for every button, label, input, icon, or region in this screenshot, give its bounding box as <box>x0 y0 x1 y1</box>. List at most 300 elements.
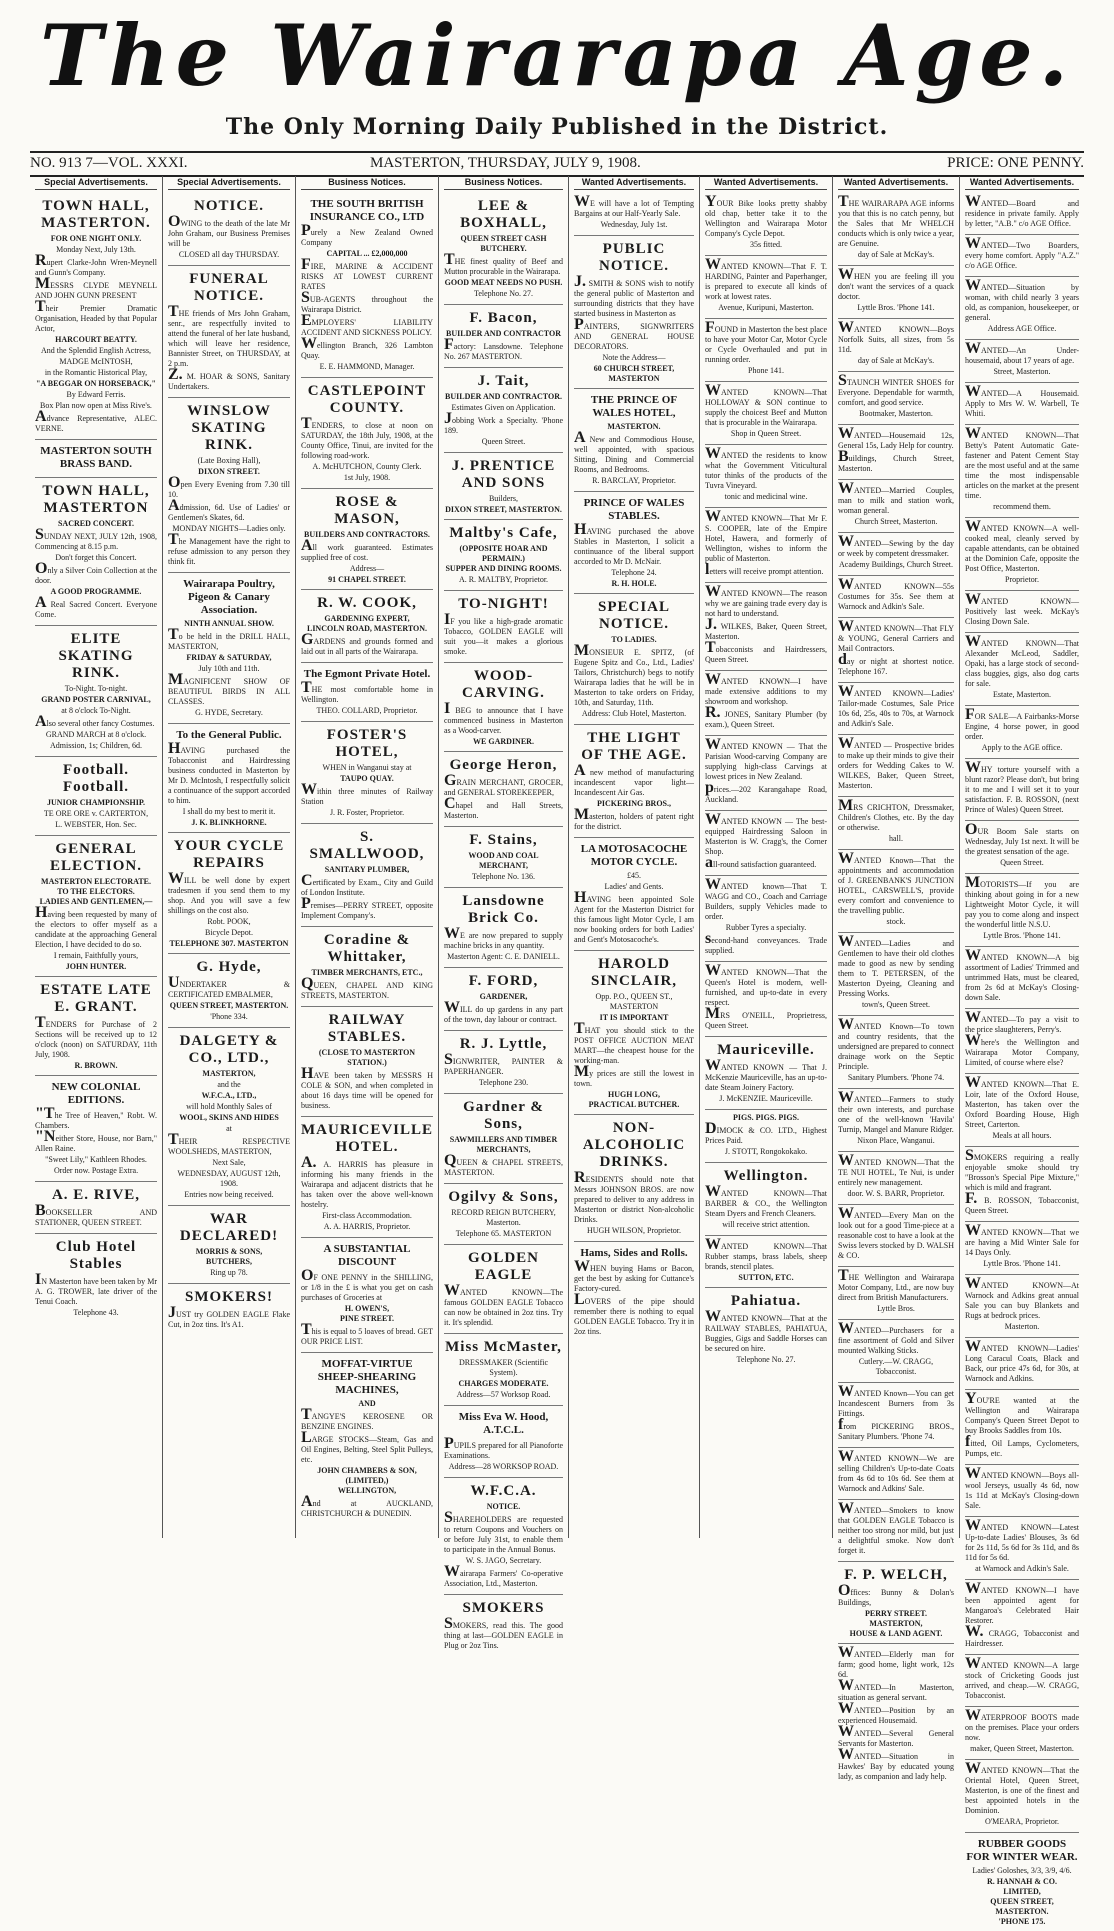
advertisement-line: W. S. JAGO, Secretary. <box>465 1556 542 1565</box>
advertisement-line: will receive strict attention. <box>722 1220 810 1229</box>
advertisement <box>444 193 563 305</box>
advertisement-line: Masterton. <box>1004 1322 1040 1331</box>
advertisement <box>705 811 827 876</box>
advertisement <box>965 1275 1079 1338</box>
advertisement-line: SUB-AGENTS throughout the Wairarapa District. <box>301 289 433 314</box>
advertisement-line: WANTED—A Housemaid. Apply to Mrs W. W. Warbell, Te Whiti. <box>965 383 1079 418</box>
advertisement <box>965 277 1079 340</box>
advertisement-line: Premises—PERRY STREET, opposite Implement Company's. <box>301 895 433 920</box>
advertisement-heading: LEE & BOXHALL, <box>460 198 547 231</box>
advertisement-line: WANTED KNOWN—At Warnock and Adkins great annual Sale you can buy Blankets and Rugs at bedrock prices. <box>965 1275 1079 1320</box>
advertisement-heading: THE LIGHT OF THE AGE. <box>581 730 687 763</box>
advertisement-line: A. A. HARRIS has pleasure in informing his many friends in the Wairarapa and adjacent districts that he has taken over the above well-known hostelry. <box>301 1154 433 1209</box>
advertisement <box>965 759 1079 821</box>
advertisement-line: WANTED KNOWN—The reason why we are gaining trade every day is not hard to understand. <box>705 583 827 618</box>
advertisement-line: HOUSE & LAND AGENT. <box>849 1629 943 1638</box>
advertisement-line: IT IS IMPORTANT <box>599 1013 669 1022</box>
advertisement-line: Bootmaker, Masterton. <box>859 409 933 418</box>
advertisement-line: PINE STREET. <box>339 1314 395 1323</box>
advertisement <box>965 193 1079 235</box>
advertisement-line: WANTED KNOWN—A big assortment of Ladies' Trimmed and untrimmed Hats, must be cleared, from 2s 6d at McKay's Closing-down Sale. <box>965 947 1079 1002</box>
advertisement <box>838 1320 954 1383</box>
advertisement-line: WANTED KNOWN—A well-cooked meal, cleanly served by capable attendants, can be obtained at the Dominion Cafe, opposite the Post Office, Masterton. <box>965 518 1079 573</box>
advertisement-line: WANTED KNOWN—That E. Loir, late of the Oxford House, Masterton, has taken over the Oxford Boarding House, High Street, Carterton. <box>965 1074 1079 1129</box>
advertisement-line: L. WEBSTER, Hon. Sec. <box>55 820 137 829</box>
advertisement-line: "The Tree of Heaven," Robt. W. Chambers. <box>35 1105 157 1130</box>
advertisement <box>168 398 290 573</box>
advertisement <box>168 954 290 1028</box>
advertisement-line: QUEEN STREET CASH BUTCHERY. <box>460 234 547 253</box>
advertisement-line: Offices: Bunny & Dolan's Buildings, <box>838 1582 954 1607</box>
advertisement <box>705 876 827 962</box>
advertisement-line: TIMBER MERCHANTS, ETC., <box>311 968 423 977</box>
advertisement-line: Wairarapa Farmers' Co-operative Association, Ltd., Masterton. <box>444 1563 563 1588</box>
advertisement-line: BUTCHERS, <box>205 1257 252 1266</box>
advertisement <box>705 319 827 382</box>
advertisement-line: NINTH ANNUAL SHOW. <box>184 619 274 628</box>
advertisement <box>574 1242 694 1342</box>
advertisement-heading: ROSE & MASON, <box>334 494 400 527</box>
advertisement-line: My prices are still the lowest in town. <box>574 1063 694 1088</box>
advertisement <box>444 968 563 1031</box>
advertisement-line: LADIES AND GENTLEMEN,— <box>39 897 153 906</box>
advertisement-line: WANTED KNOWN—That BARBER & CO., the Wellington Steam Dyers and French Cleaners. <box>705 1183 827 1218</box>
advertisement <box>35 193 157 440</box>
advertisement-heading: J. PRENTICE AND SONS <box>451 458 556 491</box>
advertisement-line: EMPLOYERS' LIABILITY ACCIDENT AND SICKNESS POLICY. <box>301 312 433 337</box>
column-heading: Wanted Advertisements. <box>965 176 1079 190</box>
advertisement-line: WANTED—Two Boarders, every home comfort. Apply "A.Z." c/o AGE Office. <box>965 235 1079 270</box>
advertisement-line: WANTED Known—You can get Incandescent Burners from 3s Fittings. <box>838 1383 954 1418</box>
advertisement-line: SHAREHOLDERS are requested to return Coupons and Vouchers on or before July 31st, to enable them to participate in the Annual Bonus. <box>444 1509 563 1554</box>
advertisement-line: J. SMITH & SONS wish to notify the general public of Masterton and surrounding districts that they have started business in Masterton as <box>574 273 694 318</box>
advertisement-line: DIXON STREET. <box>198 467 260 476</box>
advertisement-line: will hold Monthly Sales of <box>186 1102 272 1111</box>
advertisement-line: Admission, 1s; Children, 6d. <box>49 741 142 750</box>
advertisement-line: Telephone 24. <box>611 568 657 577</box>
advertisement-heading: THE SOUTH BRITISH INSURANCE CO., LTD <box>309 198 425 223</box>
advertisement <box>965 1760 1079 1833</box>
advertisement-line: WANTED KNOWN—Boys all-wool Jerseys, usually 4s 6d, now 1s 11d at McKay's Closing-down Sale. <box>965 1465 1079 1510</box>
advertisement-line: WILL be well done by expert tradesmen if you send them to my shop. And you will save a few shillings on the cost also. <box>168 870 290 915</box>
advertisement <box>705 671 827 736</box>
advertisement-line: TO LADIES. <box>611 635 657 644</box>
newspaper-title: The Wairarapa Age. <box>39 6 1074 105</box>
advertisement-line: all-round satisfaction guaranteed. <box>705 854 817 871</box>
advertisement <box>301 489 433 590</box>
advertisement-line: Where's the Wellington and Wairarapa Motor Company, Limited, of course where else? <box>965 1032 1079 1067</box>
advertisement-line: day of Sale at McKay's. <box>857 250 935 259</box>
advertisement-heading: Club Hotel Stables <box>55 1239 137 1272</box>
advertisement-heading: S. SMALLWOOD, <box>309 829 425 862</box>
advertisement-line: WANTED KNOWN — That J. McKenzie Mauriceville, has an up-to-date Steam Joinery Factory. <box>705 1057 827 1092</box>
advertisement <box>965 1465 1079 1517</box>
advertisement-line: prices.—202 Karangahape Road, Auckland. <box>705 779 827 804</box>
advertisement-line: Open Every Evening from 7.30 till 10. <box>168 474 290 499</box>
column-3 <box>296 176 439 1538</box>
advertisement-line: WANTED KNOWN—That the Oriental Hotel, Queen Street, Masterton, is one of the finest and best appointed hotels in the Dominion. <box>965 1760 1079 1815</box>
advertisement-line: J. McKENZIE. Mauriceville. <box>719 1094 813 1103</box>
advertisement <box>838 1383 954 1448</box>
advertisement-line: WELLINGTON, <box>337 1486 397 1495</box>
advertisement <box>965 383 1079 425</box>
advertisement <box>444 453 563 520</box>
advertisement-line: WANTED KNOWN—A large stock of Cricketing Goods just arrived, and cheap.—W. CRAGG, Tobacconist. <box>965 1655 1079 1700</box>
advertisement <box>838 480 954 533</box>
advertisement-line: BUILDERS AND CONTRACTORS. <box>304 530 430 539</box>
advertisement-line: WANTED—Ladies and Gentlemen to have their old clothes made to good as new by sending them to T. PETERSEN, of the Masterton Dyeing, Cleaning and Pressing Works. <box>838 933 954 998</box>
advertisement-heading: Mauriceville. <box>717 1042 815 1058</box>
advertisement-line: 'Phone 334. <box>210 1012 248 1021</box>
advertisement-line: A New and Commodious House, well appointed, with spacious Sitting, Dining and Commercial Rooms, and Bedrooms. <box>574 429 694 474</box>
advertisement-line: and the <box>217 1080 241 1089</box>
advertisement <box>444 1406 563 1478</box>
advertisement-heading: F. FORD, <box>468 973 539 989</box>
advertisement <box>444 1334 563 1406</box>
advertisement <box>574 193 694 236</box>
advertisement-heading: Football. Football. <box>62 762 130 795</box>
advertisement-line: Shop in Queen Street. <box>730 429 802 438</box>
advertisement-line: Avenue, Kuripuni, Masterton. <box>718 303 814 312</box>
advertisement-line: OWING to the death of the late Mr John Graham, our Business Premises will be <box>168 213 290 248</box>
advertisement-line: HUGH WILSON, Proprietor. <box>586 1226 682 1235</box>
advertisement-line: Phone 141. <box>748 366 784 375</box>
advertisement-line: (OPPOSITE HOAR AND PERMAIN.) <box>459 544 548 563</box>
advertisement-line: Telephone No. 136. <box>472 872 535 881</box>
advertisement <box>168 724 290 833</box>
advertisement-line: RECORD REIGN BUTCHERY, Masterton. <box>451 1208 556 1227</box>
advertisement-line: hall. <box>889 834 903 843</box>
advertisement-line: MONDAY NIGHTS—Ladies only. <box>172 524 286 533</box>
advertisement-line: BUILDER AND CONTRACTOR. <box>445 392 562 401</box>
advertisement-line: TENDERS for Purchase of 2 Sections will be received up to 12 o'clock (noon) on SATURDAY, 11th July, 1908. <box>35 1014 157 1059</box>
column-1 <box>30 176 163 1538</box>
advertisement-line: town's, Queen Street. <box>861 1000 931 1009</box>
advertisement-line: Cutlery.—W. CRAGG, Tobacconist. <box>858 1357 934 1376</box>
advertisement-line: WANTED Known—To town and country residents, that the undersigned are prepared to connect drainage work on the Septic Principle. <box>838 1016 954 1071</box>
advertisement <box>705 382 827 445</box>
issue-number: NO. 913 7—VOL. XXXI. <box>30 155 188 171</box>
advertisement-line: CLOSED all day THURSDAY. <box>178 250 280 259</box>
advertisement-line: Nixon Place, Wanganui. <box>857 1136 935 1145</box>
advertisement-line: Don't forget this Concert. <box>55 553 137 562</box>
advertisement-line: A GOOD PROGRAMME. <box>50 587 142 596</box>
advertisement-line: WANTED—To pay a visit to the price slaughterers, Perry's. <box>965 1009 1079 1034</box>
advertisement-heading: TO-NIGHT! <box>458 596 549 612</box>
advertisement <box>168 1028 290 1206</box>
advertisement <box>838 933 954 1016</box>
advertisement <box>301 824 433 927</box>
advertisement-line: Queen Street. <box>481 437 526 446</box>
advertisement-line: MASTERTON, <box>202 1069 256 1078</box>
advertisement-line: WANTED KNOWN—That Rubber stamps, brass labels, sheep brands, stencil plates. <box>705 1236 827 1271</box>
advertisement-line: Jobbing Work a Specialty. 'Phone 189. <box>444 410 563 435</box>
advertisement <box>965 235 1079 277</box>
advertisement-line: FOR ONE NIGHT ONLY. <box>50 234 142 243</box>
advertisement-line: WANTED KNOWN—That we are having a Mid Winter Sale for 14 Days Only. <box>965 1222 1079 1257</box>
advertisement-heading: W.F.C.A. <box>470 1483 537 1499</box>
advertisement-line: WANTED — Prospective brides to make up their minds to give their orders for Wedding Cakes to W. WILKES, Baker, Queen Street, Masterton. <box>838 735 954 790</box>
advertisement-line: TANGYE'S KEROSENE OR BENZINE ENGINES. <box>301 1406 433 1431</box>
advertisement-line: HAVING purchased the Tobacconist and Hairdressing business conducted in Masterton by Mr D. McIntosh, I respectfully solicit a continuance of the support accorded to him. <box>168 740 290 805</box>
advertisement-line: W.F.C.A., LTD., <box>201 1091 257 1100</box>
advertisement-heading: LA MOTOSACOCHE MOTOR CYCLE. <box>580 843 688 868</box>
advertisement-line: WANTED—Every Man on the look out for a good Time-piece at a reasonable cost to have a look at the Swiss levers stocked by D. WALSH & CO. <box>838 1205 954 1260</box>
advertisement-heading: HAROLD SINCLAIR, <box>590 956 678 989</box>
advertisement-line: THAT you should stick to the POST OFFICE AUCTION MEAT MART—the cheapest house for the working-man. <box>574 1020 694 1065</box>
advertisement-line: letters will receive prompt attention. <box>705 561 824 578</box>
advertisement-line: Purely a New Zealand Owned Company <box>301 222 433 247</box>
advertisement-line: QUEEN STREET, MASTERTON. <box>169 1001 289 1010</box>
advertisement-line: WHY torture yourself with a blunt razor? Please don't, but bring it to me and I will set it to your satisfaction. F. B. ROSSON, (next Prince of Wales) Queen Street. <box>965 759 1079 814</box>
advertisement-line: WANTED KNOWN—That HOLLOWAY & SON continue to supply the choicest Beef and Mutton that is procurable in the Wairarapa. <box>705 382 827 427</box>
advertisement-heading: G. Hyde, <box>196 959 262 975</box>
advertisement-line: WANTED KNOWN—Ladies' Long Caracul Coats, Black and Back, our price 47s 6d, for 30s, at Warnock and Adkins. <box>965 1338 1079 1383</box>
advertisement-heading: Hams, Sides and Rolls. <box>580 1247 688 1259</box>
advertisement <box>705 1236 827 1288</box>
advertisement-line: Within three minutes of Railway Station <box>301 781 433 806</box>
advertisement-line: WANTED KNOWN—Positively last week. McKay's Closing Down Sale. <box>965 591 1079 626</box>
column-heading: Special Advertisements. <box>35 176 157 190</box>
advertisement-line: Entries now being received. <box>184 1190 274 1199</box>
advertisement-heading: DALGETY & CO., LTD., <box>179 1033 279 1066</box>
advertisement-line: GARDENING EXPERT, <box>324 614 410 623</box>
advertisement-heading: ELITE SKATING RINK. <box>58 631 134 681</box>
advertisement-heading: Miss Eva W. Hood, A.T.C.L. <box>458 1411 549 1436</box>
advertisement-line: A Real Sacred Concert. Everyone Come. <box>35 594 157 619</box>
advertisement-line: tonic and medicinal wine. <box>724 492 808 501</box>
advertisement-line: J. STOTT, Rongokokako. <box>724 1147 808 1156</box>
advertisement-heading: Lansdowne Brick Co. <box>462 893 545 926</box>
advertisement <box>838 1089 954 1152</box>
advertisement-line: day or night at shortest notice. Telephone 167. <box>838 651 954 676</box>
advertisement-heading: THE PRINCE OF WALES HOTEL, <box>590 394 678 419</box>
advertisement-line: R. BARCLAY, Proprietor. <box>592 476 676 485</box>
advertisement-line: "Neither Store, House, nor Barn," Allen Raine. <box>35 1128 157 1153</box>
advertisement-line: Order now. Postage Extra. <box>53 1166 139 1175</box>
advertisement <box>838 1016 954 1089</box>
advertisement-heading: Ogilvy & Sons, <box>448 1189 559 1205</box>
newspaper-subtitle: The Only Morning Daily Published in the District. <box>225 114 889 140</box>
advertisement-line: IN Masterton have been taken by Mr A. G. TROWER, late driver of the Tenui Coach. <box>35 1271 157 1306</box>
advertisement-line: QUEEN, CHAPEL AND KING STREETS, MASTERTON. <box>301 975 433 1000</box>
advertisement-line: R. BROWN. <box>74 1061 118 1070</box>
advertisement-line: To be held in the DRILL HALL, MASTERTON, <box>168 626 290 651</box>
advertisement <box>838 1205 954 1267</box>
advertisement-line: THEIR RESPECTIVE WOOLSHEDS, MASTERTON, <box>168 1131 290 1156</box>
advertisement-line: WANTED—Board and residence in private family. Apply by letter, "A.B." c/o AGE Office. <box>965 193 1079 228</box>
advertisement-line: WEDNESDAY, AUGUST 12th, 1908. <box>177 1169 281 1188</box>
advertisement-line: WANTED—Several General Servants for Masterton. <box>838 1723 954 1748</box>
advertisement-line: WANTED KNOWN—55s Costumes for 35s. See them at Warnock and Adkin's Sale. <box>838 576 954 611</box>
advertisement-line: HARCOURT BEATTY. <box>55 335 137 344</box>
advertisement-line: (Late Boxing Hall), <box>197 456 261 465</box>
advertisement-line: GARDENER, <box>479 992 528 1001</box>
advertisement-heading: R. J. Lyttle, <box>459 1036 548 1052</box>
advertisement-line: GRAND POSTER CARNIVAL, <box>41 695 151 704</box>
advertisement-line: TAUPO QUAY. <box>340 774 394 783</box>
advertisement <box>35 836 157 977</box>
advertisement-line: LOVERS of the pipe should remember there is nothing to equal GOLDEN EAGLE Tobacco. Try it in 2oz tins. <box>574 1291 694 1336</box>
advertisement <box>838 1562 954 1644</box>
advertisement-heading: WAR DECLARED! <box>179 1211 279 1244</box>
advertisement-line: (CLOSE TO MASTERTON STATION.) <box>318 1048 416 1067</box>
advertisement-line: WHEN you are feeling ill you don't want the services of a quack doctor. <box>838 266 954 301</box>
advertisement-line: Address: Club Hotel, Masterton. <box>581 709 687 718</box>
advertisement-line: WHEN in Wanganui stay at <box>322 763 412 772</box>
advertisement-line: MRS CRICHTON, Dressmaker, Children's Clothes, etc. By the day or otherwise. <box>838 797 954 832</box>
advertisement <box>35 757 157 836</box>
advertisement-line: Street, Masterton. <box>993 367 1051 376</box>
advertisement-line: Admission, 6d. Use of Ladies' or Gentlemen's Skates, 6d. <box>168 497 290 522</box>
advertisement <box>444 827 563 888</box>
advertisement-line: Having been requested by many of the electors to offer myself as a candidate at the approaching General Election, I have decided to do so. <box>35 904 157 949</box>
advertisement-heading: SPECIAL NOTICE. <box>597 599 671 632</box>
advertisement-line: WANTED—Married Couples, man to milk and station work, woman general. <box>838 480 954 515</box>
advertisement-line: Bicycle Depot. <box>205 928 253 937</box>
advertisement-line: fitted, Oil Lamps, Cyclometers, Pumps, etc. <box>965 1433 1079 1458</box>
advertisement-line: Academy Buildings, Church Street. <box>839 560 953 569</box>
advertisement-line: WHEN buying Hams or Bacon, get the best by asking for Cuttance's Factory-cured. <box>574 1258 694 1293</box>
advertisement-heading: Pahiatua. <box>730 1293 802 1309</box>
advertisement <box>301 722 433 824</box>
advertisement <box>301 927 433 1007</box>
advertisement <box>838 576 954 618</box>
advertisement <box>705 1288 827 1370</box>
advertisement <box>965 1517 1079 1580</box>
advertisement-heading: F. P. WELCH, <box>844 1567 948 1583</box>
advertisement <box>444 1184 563 1245</box>
advertisement-line: Meals at all hours. <box>992 1131 1052 1140</box>
advertisement-line: Proprietor. <box>1005 575 1039 584</box>
advertisement-heading: RAILWAY STABLES. <box>327 1012 407 1045</box>
advertisement <box>965 1009 1079 1074</box>
advertisement-line: YOU'RE wanted at the Wellington and Wairarapa Company's Queen Street Depot to buy Brooks Saddles from 10s. <box>965 1390 1079 1435</box>
advertisement-line: WANTED KNOWN—That the Queen's Hotel is modern, well-furnished, and up-to-date in every respect. <box>705 962 827 1007</box>
advertisement <box>168 573 290 724</box>
advertisement-line: Z. M. HOAR & SONS, Sanitary Undertakers. <box>168 366 290 391</box>
advertisement-line: MASTERTON. <box>607 422 661 431</box>
advertisement-line: WANTED—Housemaid 12s, General 15s, Lady Help for country. <box>838 425 954 450</box>
advertisement-heading: FOSTER'S HOTEL, <box>326 727 408 760</box>
advertisement-line: HAVE been taken by MESSRS H COLE & SON, and when completed in about 16 days time will be opened for business. <box>301 1065 433 1110</box>
advertisement <box>301 1353 433 1524</box>
advertisement-line: (LIMITED,) <box>345 1476 389 1485</box>
advertisement <box>965 874 1079 947</box>
advertisement-line: MONSIEUR E. SPITZ, (of Eugene Spitz and Co., Ltd., Ladies' Tailors, Christchurch) begs to notify Wairarapa ladies that he will be in Masterton to take orders on Friday, 10th, and Saturday, 11th. <box>574 642 694 707</box>
advertisement-line: I shall do my best to merit it. <box>182 807 276 816</box>
advertisement-line: A. R. MALTBY, Proprietor. <box>458 575 549 584</box>
advertisement <box>705 1037 827 1110</box>
advertisement <box>965 1833 1079 1931</box>
advertisement-line: WANTED KNOWN—That F. T. HARDING, Painter and Paperhanger, is prepared to execute all kinds of work at lowest rates. <box>705 256 827 301</box>
advertisement <box>705 1110 827 1163</box>
advertisement-line: WANTED KNOWN—Boys Norfolk Suits, all sizes, from 5s 11d. <box>838 319 954 354</box>
advertisement-line: WANTED—Situation by woman, with child nearly 3 years old, as companion, housekeeper, or general. <box>965 277 1079 322</box>
advertisement <box>838 1448 954 1500</box>
advertisement <box>35 1076 157 1182</box>
advertisement-line: A. A. HARRIS, Proprietor. <box>323 1222 411 1231</box>
advertisement-line: WANTED KNOWN—I have made extensive additions to my showroom and workshop. <box>705 671 827 706</box>
advertisement-line: WANTED KNOWN—That at the RAILWAY STABLES, PAHIATUA, Buggies, Gigs and Saddle Horses can be secured on hire. <box>705 1308 827 1353</box>
advertisement-heading: The Egmont Private Hotel. <box>303 668 431 680</box>
advertisement-line: F. B. ROSSON, Tobacconist, Queen Street. <box>965 1190 1079 1215</box>
advertisement-line: day of Sale at McKay's. <box>857 356 935 365</box>
advertisement-line: second-hand conveyances. Trade supplied. <box>705 930 827 955</box>
advertisement-line: RESIDENTS should note that Messrs JOHNSON BROS. are now prepared to deliver to any address in Masterton or district Non-alcoholic Drinks. <box>574 1169 694 1224</box>
column-7 <box>833 176 960 1781</box>
advertisement-line: WANTED KNOWN — The best-equipped Hairdressing Saloon in Masterton is W. Cragg's, the Corner Shop. <box>705 811 827 856</box>
advertisement <box>965 633 1079 706</box>
advertisement <box>838 425 954 480</box>
advertisement-heading: TOWN HALL, MASTERTON. <box>41 198 151 231</box>
advertisement-heading: NOTICE. <box>194 198 264 214</box>
advertisement-line: PRACTICAL BUTCHER. <box>588 1100 680 1109</box>
advertisement-line: Tobacconists and Hairdressers, Queen Street. <box>705 639 827 664</box>
advertisement-line: I remain, Faithfully yours, <box>53 951 139 960</box>
advertisement <box>35 440 157 478</box>
advertisement <box>838 850 954 933</box>
advertisement <box>574 389 694 492</box>
advertisement-heading: RUBBER GOODS FOR WINTER WEAR. <box>966 1838 1078 1863</box>
advertisement-line: WE will have a lot of Tempting Bargains at our Half-Yearly Sale. <box>574 193 694 218</box>
advertisement-line: JOHN HUNTER. <box>65 962 127 971</box>
advertisement-line: WANTED KNOWN—That Betty's Patent Automatic Gate-fastener and Patent Cement Stay are the most useful and at the same time the most indispensable articles on the market at the present time. <box>965 425 1079 500</box>
advertisement <box>705 736 827 811</box>
advertisement-line: WANTED—An Under-housemaid, about 17 years of age. <box>965 340 1079 365</box>
advertisement <box>965 425 1079 518</box>
advertisement-heading: F. Stains, <box>469 832 538 848</box>
advertisement-heading: MOFFAT-VIRTUE SHEEP-SHEARING MACHINES, <box>317 1358 417 1396</box>
advertisement-line: I BEG to announce that I have commenced business in Masterton as a Wood-carver. <box>444 700 563 735</box>
advertisement-line: WANTED—Smokers to know that GOLDEN EAGLE Tobacco is neither too strong nor mild, but just a delightful smoke. Now don't forget it. <box>838 1500 954 1555</box>
advertisement-line: IF you like a high-grade aromatic Tobacco, GOLDEN EAGLE will suit you—it makes a glorious smoke. <box>444 611 563 656</box>
advertisement-line: 1st July, 1908. <box>343 473 391 482</box>
advertisement <box>35 1234 157 1323</box>
advertisement <box>838 618 954 683</box>
advertisement-heading: Miss McMaster, <box>445 1339 562 1355</box>
advertisement-line: WANTED—Elderly man for farm; good home, light work, 12s 6d. <box>838 1644 954 1679</box>
advertisement <box>444 1245 563 1334</box>
advertisement-line: MASTERTON ELECTORATE. <box>41 877 151 886</box>
advertisement-line: DIMOCK & CO. LTD., Highest Prices Paid. <box>705 1120 827 1145</box>
advertisement-line: R. H. HOLE. <box>611 579 657 588</box>
advertisement <box>574 951 694 1115</box>
issue-date: MASTERTON, THURSDAY, JULY 9, 1908. <box>370 155 641 171</box>
advertisement-heading: Coradine & Whittaker, <box>323 932 411 965</box>
advertisement-heading: Gardner & Sons, <box>463 1099 544 1132</box>
advertisement-line: WANTED KNOWN — That the Parisian Wood-carving Company are supplying high-class Carvings at lowest prices in New Zealand. <box>705 736 827 781</box>
advertisement <box>168 266 290 398</box>
advertisement-heading: SMOKERS! <box>184 1289 273 1305</box>
advertisement-line: First-class Accommodation. <box>322 1211 412 1220</box>
advertisement-heading: MASTERTON SOUTH BRASS BAND. <box>40 445 152 470</box>
advertisement-line: HAVING been appointed Sole Agent for the Masterton District for this famous light Motor Cycle, I am now booking orders for both Ladies' and Gent's Motosacoche's. <box>574 889 694 944</box>
advertisement-heading: MAURICEVILLE HOTEL. <box>301 1122 434 1155</box>
advertisement-line: PERRY STREET. MASTERTON, <box>865 1609 927 1628</box>
advertisement-line: The Management have the right to refuse admission to any person they think fit. <box>168 531 290 566</box>
advertisement-line: THE friends of Mrs John Graham, senr., are respectfully invited to attend the funeral of her late husband, which will leave her residence, Bannister Street, on THURSDAY, at 2 p.m. <box>168 303 290 368</box>
advertisement-line: STAUNCH WINTER SHOES for Everyone. Dependable for warmth, comfort, and good service. <box>838 372 954 407</box>
advertisement-heading: TOWN HALL, MASTERTON <box>42 483 150 516</box>
advertisement <box>574 492 694 594</box>
advertisement-line: PUPILS prepared for all Pianoforte Examinations. <box>444 1435 563 1460</box>
advertisement-columns <box>30 176 1084 1926</box>
advertisement <box>301 663 433 722</box>
advertisement-line: A. McHUTCHON, County Clerk. <box>312 462 422 471</box>
advertisement-line: WANTED KNOWN—That Mr F. S. COOPER, late of the Empire Hotel, Hawera, and formerly of Wellington, wishes to inform the public of Masterton. <box>705 508 827 563</box>
advertisement-line: PICKERING BROS., <box>596 799 671 808</box>
